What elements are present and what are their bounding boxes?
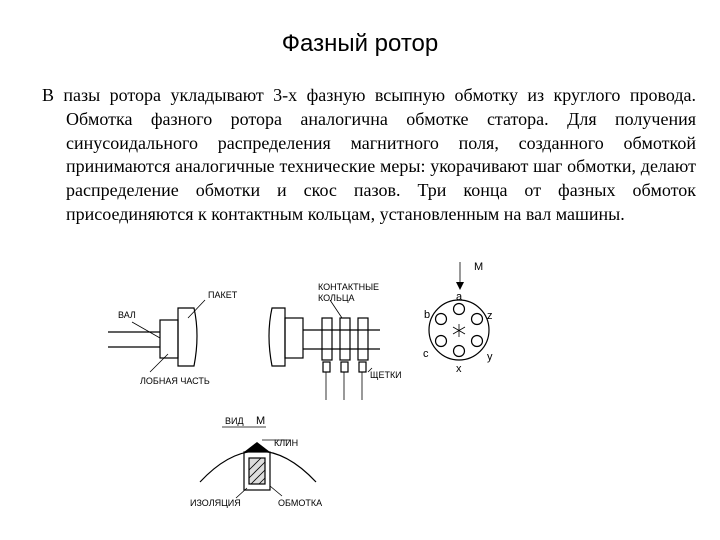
brush-1: [323, 362, 330, 372]
label-view-m: М: [256, 415, 266, 427]
contact-ring-3: [358, 318, 368, 360]
label-wedge: КЛИН: [274, 438, 299, 448]
brush-3: [359, 362, 366, 372]
label-end-part: ЛОБНАЯ ЧАСТЬ: [140, 376, 210, 386]
end-part-right: [285, 318, 303, 358]
label-rings-line2: КОЛЬЦА: [318, 293, 355, 303]
end-part-left: [160, 320, 178, 358]
phase-y: y: [487, 351, 493, 363]
brush-2: [341, 362, 348, 372]
label-rings-line1: КОНТАКТНЫЕ: [318, 282, 380, 292]
slot-b: [436, 314, 447, 325]
contact-ring-1: [322, 318, 332, 360]
leader-winding: [270, 486, 282, 496]
phase-z: z: [487, 310, 493, 322]
slot-z: [472, 314, 483, 325]
leader-end-part: [150, 354, 168, 372]
body-paragraph: В пазы ротора укладывают 3-х фазную всыпную обмотку из круглого провода. Обмотка фазного ротора аналогична обмотке статора. Для получения синусоидального распределения магнитного поля, созданного обмоткой принимаются аналогичные технические меры: укорачивают шаг обмотки, делают распределение обмотки и скос пазов. Три конца от фазных обмоток присоединяются к контактным кольцам, установленным на вал машины.: [42, 85, 696, 224]
phase-c: c: [423, 348, 429, 360]
slot-detail-view-m: [190, 415, 322, 508]
leader-package: [188, 300, 205, 318]
phase-b: b: [424, 309, 431, 321]
core-package-right: [269, 308, 285, 366]
label-winding: ОБМОТКА: [278, 498, 323, 508]
wedge: [244, 442, 270, 452]
slide-title: Фазный ротор: [281, 30, 439, 57]
label-view: ВИД: [225, 416, 244, 426]
contact-ring-2: [340, 318, 350, 360]
leader-insulation: [236, 488, 247, 498]
phase-x: x: [456, 363, 462, 375]
arrow-m-head: [456, 282, 464, 290]
label-m-top: М: [474, 261, 484, 273]
slot-x: [454, 346, 465, 357]
core-package-left: [178, 308, 197, 366]
phase-a: a: [456, 291, 463, 303]
label-shaft: ВАЛ: [118, 310, 136, 320]
label-brushes: ЩЕТКИ: [370, 370, 402, 380]
rotor-cross-section: [423, 261, 493, 375]
label-insulation: ИЗОЛЯЦИЯ: [190, 498, 241, 508]
leader-shaft: [132, 322, 160, 338]
rotor-side-view: [108, 282, 402, 400]
slot-c: [436, 336, 447, 347]
slot-a: [454, 304, 465, 315]
slot-y: [472, 336, 483, 347]
label-package: ПАКЕТ: [208, 290, 238, 300]
